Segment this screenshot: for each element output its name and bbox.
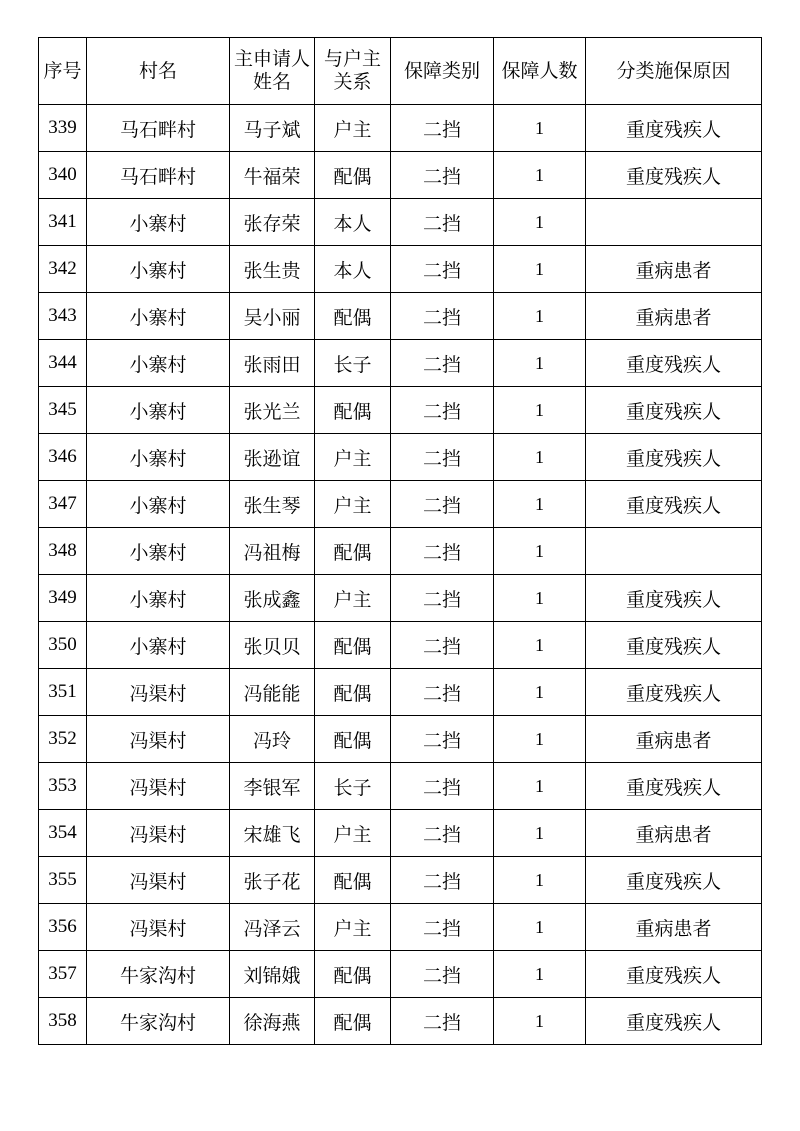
table-row [39, 199, 762, 246]
serial-number-cell: 341 [39, 199, 87, 246]
applicant-name-cell: 冯能能 [230, 669, 315, 716]
header-village-name: 村名 [87, 38, 230, 105]
village-name-cell: 小寨村 [87, 293, 230, 340]
serial-number-cell: 357 [39, 951, 87, 998]
relationship-cell: 本人 [315, 246, 391, 293]
table-body [39, 105, 762, 1045]
category-cell: 二挡 [391, 998, 494, 1045]
relationship-cell: 长子 [315, 763, 391, 810]
count-cell: 1 [494, 340, 586, 387]
applicant-name-cell: 冯玲 [230, 716, 315, 763]
village-name-cell: 小寨村 [87, 434, 230, 481]
village-name-cell: 冯渠村 [87, 763, 230, 810]
village-name-cell: 小寨村 [87, 246, 230, 293]
applicant-name-cell: 张子花 [230, 857, 315, 904]
category-cell: 二挡 [391, 434, 494, 481]
count-cell: 1 [494, 951, 586, 998]
category-cell: 二挡 [391, 575, 494, 622]
applicant-name-cell: 张生贵 [230, 246, 315, 293]
table-row [39, 152, 762, 199]
serial-number-cell: 354 [39, 810, 87, 857]
reason-cell: 重度残疾人 [586, 387, 762, 434]
reason-cell: 重度残疾人 [586, 951, 762, 998]
village-name-cell: 牛家沟村 [87, 998, 230, 1045]
applicant-name-cell: 张光兰 [230, 387, 315, 434]
count-cell: 1 [494, 857, 586, 904]
table-row [39, 716, 762, 763]
reason-cell: 重度残疾人 [586, 998, 762, 1045]
table-row [39, 951, 762, 998]
applicant-name-cell: 张生琴 [230, 481, 315, 528]
reason-cell: 重度残疾人 [586, 434, 762, 481]
relationship-cell: 配偶 [315, 669, 391, 716]
relationship-cell: 户主 [315, 434, 391, 481]
count-cell: 1 [494, 528, 586, 575]
village-name-cell: 冯渠村 [87, 857, 230, 904]
relationship-cell: 配偶 [315, 857, 391, 904]
relationship-cell: 户主 [315, 481, 391, 528]
table-row [39, 810, 762, 857]
category-cell: 二挡 [391, 763, 494, 810]
count-cell: 1 [494, 622, 586, 669]
village-name-cell: 小寨村 [87, 575, 230, 622]
reason-cell: 重度残疾人 [586, 857, 762, 904]
category-cell: 二挡 [391, 293, 494, 340]
village-name-cell: 冯渠村 [87, 904, 230, 951]
reason-cell: 重度残疾人 [586, 575, 762, 622]
category-cell: 二挡 [391, 340, 494, 387]
serial-number-cell: 352 [39, 716, 87, 763]
relationship-cell: 配偶 [315, 998, 391, 1045]
count-cell: 1 [494, 481, 586, 528]
relationship-cell: 配偶 [315, 622, 391, 669]
count-cell: 1 [494, 763, 586, 810]
table-row [39, 481, 762, 528]
category-cell: 二挡 [391, 857, 494, 904]
count-cell: 1 [494, 434, 586, 481]
applicant-name-cell: 冯泽云 [230, 904, 315, 951]
serial-number-cell: 347 [39, 481, 87, 528]
village-name-cell: 小寨村 [87, 387, 230, 434]
reason-cell: 重度残疾人 [586, 622, 762, 669]
relationship-cell: 配偶 [315, 716, 391, 763]
count-cell: 1 [494, 810, 586, 857]
serial-number-cell: 344 [39, 340, 87, 387]
village-name-cell: 小寨村 [87, 528, 230, 575]
village-name-cell: 马石畔村 [87, 105, 230, 152]
category-cell: 二挡 [391, 669, 494, 716]
serial-number-cell: 350 [39, 622, 87, 669]
applicant-name-cell: 张雨田 [230, 340, 315, 387]
reason-cell: 重度残疾人 [586, 669, 762, 716]
count-cell: 1 [494, 152, 586, 199]
village-name-cell: 冯渠村 [87, 810, 230, 857]
village-name-cell: 冯渠村 [87, 669, 230, 716]
table-row [39, 340, 762, 387]
village-name-cell: 小寨村 [87, 340, 230, 387]
applicant-name-cell: 牛福荣 [230, 152, 315, 199]
serial-number-cell: 353 [39, 763, 87, 810]
category-cell: 二挡 [391, 387, 494, 434]
reason-cell: 重病患者 [586, 293, 762, 340]
count-cell: 1 [494, 246, 586, 293]
serial-number-cell: 346 [39, 434, 87, 481]
relationship-cell: 户主 [315, 810, 391, 857]
relationship-cell: 配偶 [315, 152, 391, 199]
table-row [39, 622, 762, 669]
count-cell: 1 [494, 998, 586, 1045]
relationship-cell: 长子 [315, 340, 391, 387]
category-cell: 二挡 [391, 105, 494, 152]
serial-number-cell: 348 [39, 528, 87, 575]
category-cell: 二挡 [391, 951, 494, 998]
count-cell: 1 [494, 575, 586, 622]
header-relationship: 与户主关系 [315, 38, 391, 105]
category-cell: 二挡 [391, 246, 494, 293]
table-row [39, 434, 762, 481]
village-name-cell: 小寨村 [87, 199, 230, 246]
serial-number-cell: 343 [39, 293, 87, 340]
applicant-name-cell: 冯祖梅 [230, 528, 315, 575]
reason-cell: 重度残疾人 [586, 105, 762, 152]
header-row [39, 38, 762, 105]
relationship-cell: 配偶 [315, 528, 391, 575]
header-people-count: 保障人数 [494, 38, 586, 105]
table-row [39, 575, 762, 622]
serial-number-cell: 355 [39, 857, 87, 904]
serial-number-cell: 349 [39, 575, 87, 622]
category-cell: 二挡 [391, 904, 494, 951]
reason-cell: 重病患者 [586, 904, 762, 951]
header-assistance-category: 保障类别 [391, 38, 494, 105]
count-cell: 1 [494, 904, 586, 951]
serial-number-cell: 358 [39, 998, 87, 1045]
reason-cell: 重病患者 [586, 810, 762, 857]
header-assistance-reason: 分类施保原因 [586, 38, 762, 105]
applicant-name-cell: 张存荣 [230, 199, 315, 246]
serial-number-cell: 351 [39, 669, 87, 716]
table-row [39, 998, 762, 1045]
table-row [39, 904, 762, 951]
category-cell: 二挡 [391, 152, 494, 199]
applicant-name-cell: 刘锦娥 [230, 951, 315, 998]
serial-number-cell: 339 [39, 105, 87, 152]
category-cell: 二挡 [391, 622, 494, 669]
applicant-name-cell: 马子斌 [230, 105, 315, 152]
table-row [39, 246, 762, 293]
table-row [39, 105, 762, 152]
village-name-cell: 牛家沟村 [87, 951, 230, 998]
reason-cell [586, 528, 762, 575]
table-row [39, 528, 762, 575]
count-cell: 1 [494, 293, 586, 340]
serial-number-cell: 342 [39, 246, 87, 293]
count-cell: 1 [494, 669, 586, 716]
count-cell: 1 [494, 105, 586, 152]
table-row [39, 857, 762, 904]
header-serial-number: 序号 [39, 38, 87, 105]
reason-cell: 重度残疾人 [586, 481, 762, 528]
applicant-name-cell: 吴小丽 [230, 293, 315, 340]
reason-cell: 重病患者 [586, 716, 762, 763]
relationship-cell: 配偶 [315, 387, 391, 434]
count-cell: 1 [494, 199, 586, 246]
table-header [39, 38, 762, 105]
reason-cell: 重度残疾人 [586, 340, 762, 387]
header-applicant-name: 主申请人姓名 [230, 38, 315, 105]
count-cell: 1 [494, 716, 586, 763]
relationship-cell: 户主 [315, 105, 391, 152]
table-row [39, 293, 762, 340]
reason-cell: 重病患者 [586, 246, 762, 293]
relationship-cell: 配偶 [315, 951, 391, 998]
table-row [39, 763, 762, 810]
village-name-cell: 小寨村 [87, 481, 230, 528]
reason-cell: 重度残疾人 [586, 763, 762, 810]
applicant-name-cell: 张逊谊 [230, 434, 315, 481]
applicant-name-cell: 宋雄飞 [230, 810, 315, 857]
applicant-name-cell: 张成鑫 [230, 575, 315, 622]
category-cell: 二挡 [391, 810, 494, 857]
table-row [39, 669, 762, 716]
category-cell: 二挡 [391, 716, 494, 763]
category-cell: 二挡 [391, 199, 494, 246]
relationship-cell: 户主 [315, 904, 391, 951]
reason-cell: 重度残疾人 [586, 152, 762, 199]
serial-number-cell: 356 [39, 904, 87, 951]
table-row [39, 387, 762, 434]
applicant-name-cell: 张贝贝 [230, 622, 315, 669]
relationship-cell: 户主 [315, 575, 391, 622]
village-name-cell: 小寨村 [87, 622, 230, 669]
serial-number-cell: 340 [39, 152, 87, 199]
category-cell: 二挡 [391, 528, 494, 575]
category-cell: 二挡 [391, 481, 494, 528]
village-name-cell: 冯渠村 [87, 716, 230, 763]
relationship-cell: 本人 [315, 199, 391, 246]
reason-cell [586, 199, 762, 246]
applicant-name-cell: 李银军 [230, 763, 315, 810]
village-name-cell: 马石畔村 [87, 152, 230, 199]
applicant-name-cell: 徐海燕 [230, 998, 315, 1045]
relationship-cell: 配偶 [315, 293, 391, 340]
assistance-roster-table [38, 37, 762, 1045]
count-cell: 1 [494, 387, 586, 434]
serial-number-cell: 345 [39, 387, 87, 434]
